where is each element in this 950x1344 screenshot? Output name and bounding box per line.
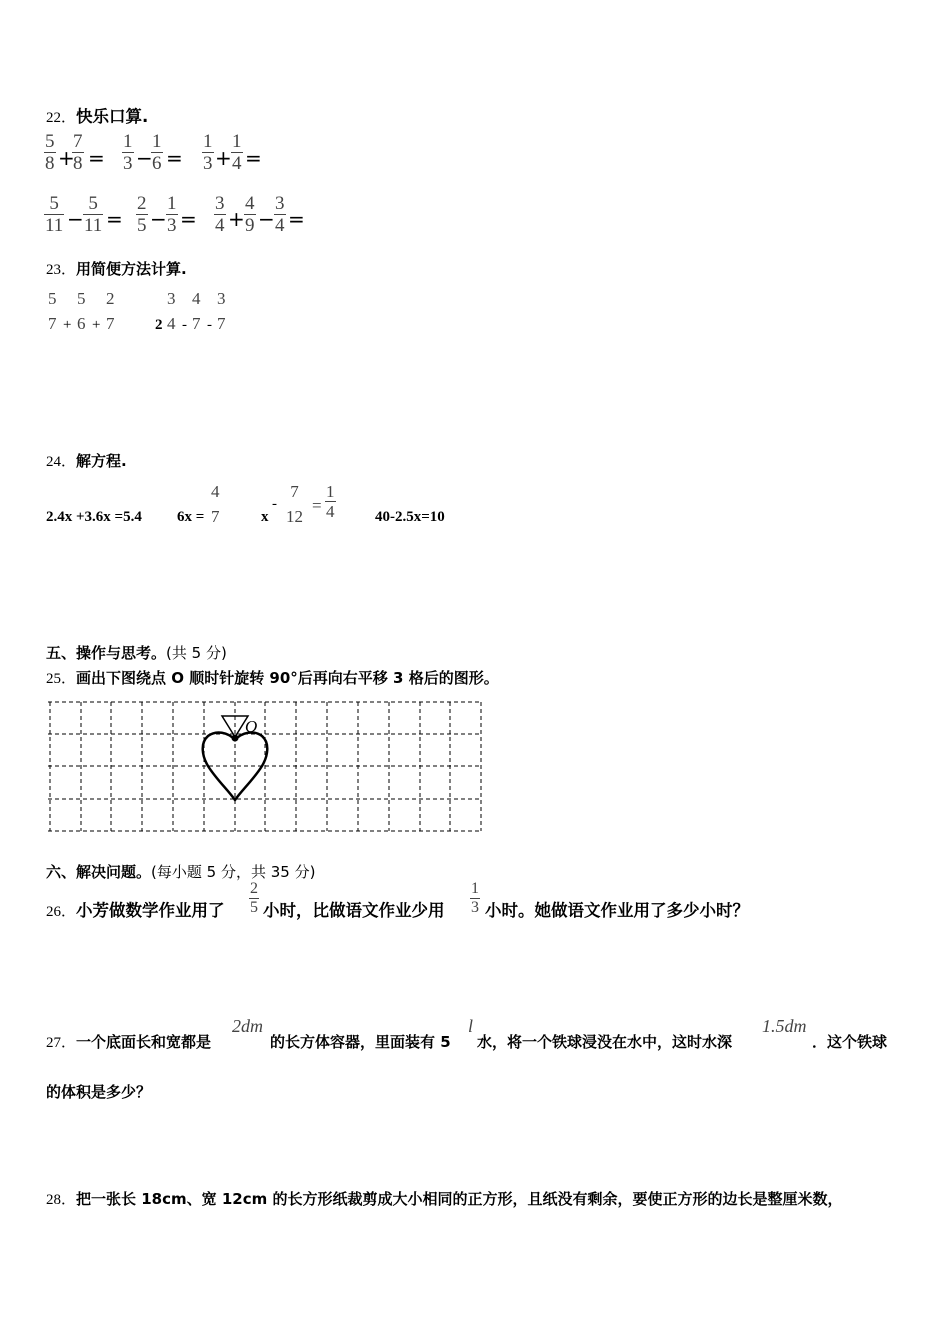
operator: + <box>63 317 72 333</box>
operator: + <box>58 146 75 170</box>
q27-text-2: 的长方体容器，里面装有 5 <box>270 1033 451 1051</box>
operator: − <box>258 207 275 231</box>
equation-2-left: 6x = <box>177 509 205 525</box>
q27-line-1 <box>46 1031 211 1052</box>
fraction: 1 4 <box>232 131 242 174</box>
operator: + <box>92 317 101 333</box>
q27-text-1: 一个底面长和宽都是 <box>76 1033 212 1051</box>
equation-4: 40-2.5x=10 <box>375 509 445 525</box>
equals-sign: = <box>106 207 123 231</box>
unit-2dm: 2dm <box>232 1016 263 1036</box>
fraction: 4 7 <box>211 482 220 526</box>
q22-number: 22． <box>46 110 77 126</box>
operator: − <box>67 207 84 231</box>
fraction: 7 8 <box>73 131 83 174</box>
equals-sign: = <box>245 146 262 170</box>
q28-line <box>46 1188 842 1209</box>
section-5-heading <box>46 642 227 663</box>
operator: - <box>272 496 277 512</box>
q24-heading <box>46 450 127 471</box>
equals-sign: = <box>166 146 183 170</box>
fraction: 7 12 <box>286 482 303 526</box>
q25-heading <box>46 667 499 688</box>
q24-number: 24． <box>46 454 77 470</box>
point-o-label: O <box>245 717 258 736</box>
q26-text-3: 小时。她做语文作业用了多少小时？ <box>485 901 749 920</box>
q27-number: 27． <box>46 1035 77 1051</box>
q28-number: 28． <box>46 1192 77 1208</box>
q25-number: 25． <box>46 671 77 687</box>
q22-heading <box>46 103 148 127</box>
operator: + <box>215 146 232 170</box>
fraction: 1 3 <box>203 131 213 174</box>
fraction: 2 5 <box>250 880 258 916</box>
fraction: 5 7 <box>48 289 57 333</box>
section-6-score: (每小题 5 分，共 35 分) <box>151 863 316 881</box>
fraction: 4 7 <box>192 289 201 333</box>
operator: − <box>150 207 167 231</box>
q26-text-2: 小时，比做语文作业少用 <box>263 901 445 920</box>
operator: - <box>182 317 187 333</box>
equals-sign: = <box>180 207 197 231</box>
section-6-title: 六、解决问题。 <box>46 863 152 881</box>
q27-text-3: 水，将一个铁球浸没在水中，这时水深 <box>477 1033 733 1051</box>
fraction: 1 3 <box>167 193 177 236</box>
point-o <box>232 735 239 742</box>
fraction: 3 4 <box>215 193 225 236</box>
fraction: 2 5 <box>137 193 147 236</box>
fraction: 3 7 <box>217 289 226 333</box>
q23-number: 23． <box>46 262 77 278</box>
fraction: 1 3 <box>471 880 479 916</box>
equals-sign: = <box>88 146 105 170</box>
fraction: 5 11 <box>45 193 64 236</box>
q23-heading <box>46 258 187 279</box>
grid-figure <box>48 700 488 836</box>
fraction: 3 4 <box>167 289 176 333</box>
section-5-title: 五、操作与思考。 <box>46 644 167 662</box>
fraction: 5 6 <box>77 289 86 333</box>
q22-title: 快乐口算. <box>76 107 149 126</box>
fraction: 4 9 <box>245 193 255 236</box>
unit-1-5dm: 1.5dm <box>762 1016 807 1036</box>
fraction: 1 6 <box>152 131 162 174</box>
q24-title: 解方程. <box>76 452 127 470</box>
q27-text-4: ．这个铁球 <box>812 1033 888 1051</box>
q25-text: 画出下图绕点 O 顺时针旋转 90°后再向右平移 3 格后的图形。 <box>76 669 499 687</box>
fraction: 2 7 <box>106 289 115 333</box>
q27-line-2: 的体积是多少？ <box>46 1083 152 1101</box>
fraction: 1 3 <box>123 131 133 174</box>
operator: + <box>228 207 245 231</box>
fraction: 1 4 <box>326 482 335 521</box>
fraction: 3 4 <box>275 193 285 236</box>
q26-text-1: 小芳做数学作业用了 <box>76 901 225 920</box>
whole-number: 2 <box>155 317 163 333</box>
unit-l: l <box>468 1016 474 1036</box>
operator: - <box>207 317 212 333</box>
q23-title: 用简便方法计算. <box>76 260 187 278</box>
equation-1: 2.4x +3.6x =5.4 <box>46 509 142 525</box>
operator: − <box>136 146 153 170</box>
fraction: 5 8 <box>45 131 55 174</box>
equation-3-x: x <box>261 509 269 525</box>
fraction: 5 11 <box>84 193 103 236</box>
q26-line <box>46 897 225 921</box>
equals-sign: = <box>312 496 322 515</box>
equals-sign: = <box>288 207 305 231</box>
q26-number: 26． <box>46 904 77 920</box>
q28-text: 把一张长 18cm、宽 12cm 的长方形纸裁剪成大小相同的正方形，且纸没有剩余，要使正方形的边长是整厘米数， <box>76 1190 843 1208</box>
section-6-heading <box>46 861 315 882</box>
section-5-score: (共 5 分) <box>166 644 227 662</box>
dashed-grid <box>48 702 482 831</box>
